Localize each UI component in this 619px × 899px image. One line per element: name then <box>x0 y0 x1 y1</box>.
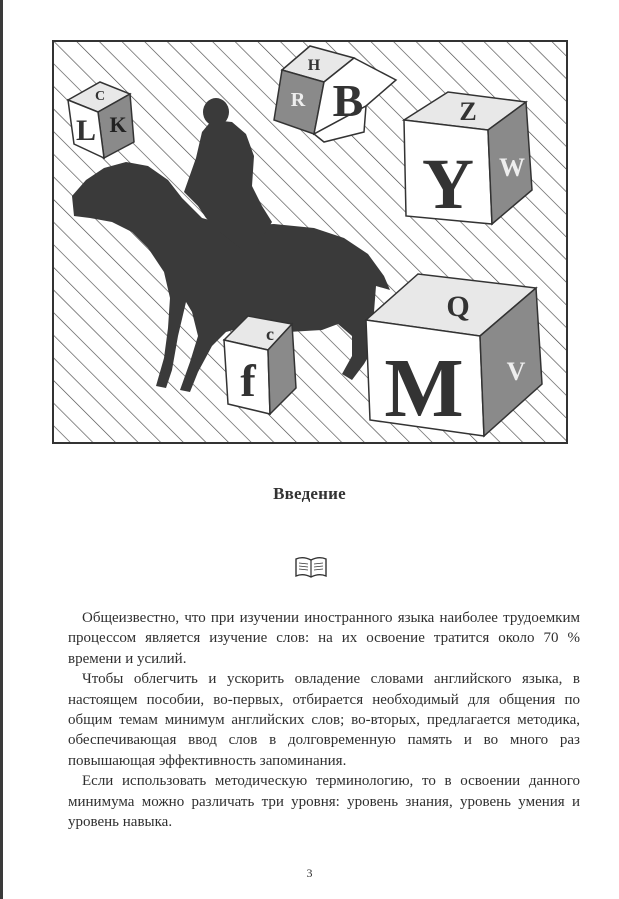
paragraph: Если использовать методическую терминологию, то в освоении данного минимума можно различать три уровня: уровень знания, уровень умения и уровень навыка. <box>68 773 580 831</box>
body-text <box>68 608 580 832</box>
b-cube-front-letter: B <box>332 75 364 126</box>
m-cube-side-letter: V <box>506 357 526 386</box>
f-cube-front-letter: f <box>240 355 256 406</box>
b-cube-side-letter: R <box>290 89 306 111</box>
m-cube-front-letter: M <box>384 342 464 435</box>
y-cube-side-letter: W <box>499 153 525 182</box>
open-book-icon <box>294 554 328 580</box>
page-number: 3 <box>306 866 313 880</box>
b-cube-top-letter: H <box>307 57 321 74</box>
l-cube-top-letter: C <box>94 89 106 104</box>
illustration <box>52 40 568 444</box>
l-cube-side-letter: K <box>109 112 127 137</box>
f-cube-top-letter: c <box>266 324 274 344</box>
m-cube-top-letter: Q <box>446 290 470 323</box>
paragraph: Чтобы облегчить и ускорить овладение словами английского языка, в настоящем пособии, во-первых, отбирается необходимый для общения по общим темам минимум английских слов; во-вторых, предлагается методика, обеспечивающая ввод слов в долговременную память и во много раз повышающая эффективность запоминания. <box>68 671 580 769</box>
section-heading: Введение <box>273 484 346 503</box>
y-cube <box>404 92 532 224</box>
f-cube <box>224 316 296 414</box>
page-edge <box>0 0 3 899</box>
y-cube-front-letter: Y <box>422 144 474 224</box>
y-cube-top-letter: Z <box>459 97 477 126</box>
paragraph: Общеизвестно, что при изучении иностранного языка наиболее трудоемким процессом является изучение слов: на их освоение тратится около 70 % времени и усилий. <box>68 610 580 667</box>
l-cube-front-letter: L <box>75 114 97 147</box>
